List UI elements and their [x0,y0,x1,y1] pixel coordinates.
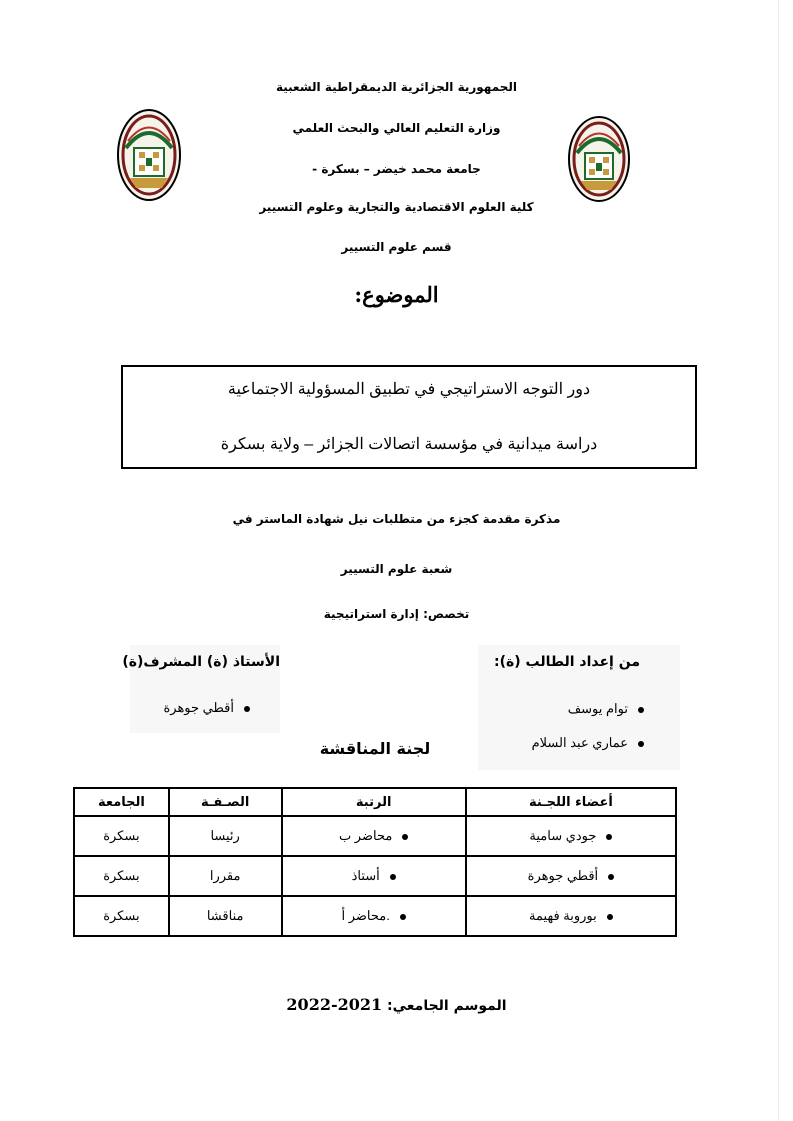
supervisor-heading: الأستاذ (ة) المشرف(ة) [122,654,280,670]
table-row [74,816,676,856]
specialty: تخصص: إدارة استراتيجية [323,607,470,621]
bullet-icon [638,707,644,713]
committee-table [73,787,677,937]
university-cell: بسكرة [74,816,169,856]
thesis-title-box [121,365,697,469]
bullet-icon [638,741,644,747]
subject-label: الموضوع: [354,282,439,307]
list-item: عماري عبد السلام [532,731,644,765]
col-header-university: الجامعة [74,788,169,816]
list-item: توام يوسف [532,697,644,731]
season-years: 2021-2022 [286,995,383,1014]
university-cell: بسكرة [74,856,169,896]
rank-cell: أستاذ [282,856,466,896]
supervisor-panel [122,645,280,733]
member-cell: بوروبة فهيمة [466,896,676,936]
bullet-icon [400,914,406,920]
header-ministry: وزارة التعليم العالي والبحث العلمي [292,121,501,135]
header-department: قسم علوم التسيير [341,240,452,254]
academic-season [0,995,793,1014]
role-cell: رئيسا [169,816,282,856]
rank-cell: محاضر ب [282,816,466,856]
branch: شعبة علوم التسيير [340,562,453,576]
role-cell: مناقشا [169,896,282,936]
thesis-title-line2: دراسة ميدانية في مؤسسة اتصالات الجزائر – ولاية بسكرة [220,436,598,453]
bullet-icon [606,834,612,840]
students-list [532,697,644,765]
thesis-title-line1: دور التوجه الاستراتيجي في تطبيق المسؤولية الاجتماعية [227,381,591,398]
students-panel [478,645,680,770]
member-cell: جودي سامية [466,816,676,856]
col-header-members: أعضاء اللجـنة [466,788,676,816]
list-item: أقطي جوهرة [163,696,250,730]
bullet-icon [390,874,396,880]
rank-cell: .محاضر أ [282,896,466,936]
role-cell: مقررا [169,856,282,896]
member-cell: أقطي جوهرة [466,856,676,896]
col-header-rank: الرتبة [282,788,466,816]
season-label: الموسم الجامعي: [387,998,507,1014]
header-faculty: كلية العلوم الاقتصادية والتجارية وعلوم التسيير [259,200,534,214]
committee-title: لجنة المناقشة [319,739,431,758]
bullet-icon [608,874,614,880]
bullet-icon [402,834,408,840]
table-row [74,856,676,896]
bullet-icon [244,706,250,712]
thesis-note: مذكرة مقدمة كجزء من متطلبات نيل شهادة الماستر في [232,512,561,526]
university-cell: بسكرة [74,896,169,936]
header-university: جامعة محمد خيضر – بسكرة - [312,162,481,176]
table-row [74,896,676,936]
students-heading: من إعداد الطالب (ة): [493,654,640,670]
col-header-role: الصـفـة [169,788,282,816]
supervisor-list [163,696,250,730]
table-header-row [74,788,676,816]
header-republic: الجمهورية الجزائرية الديمقراطية الشعبية [275,80,518,94]
bullet-icon [607,914,613,920]
